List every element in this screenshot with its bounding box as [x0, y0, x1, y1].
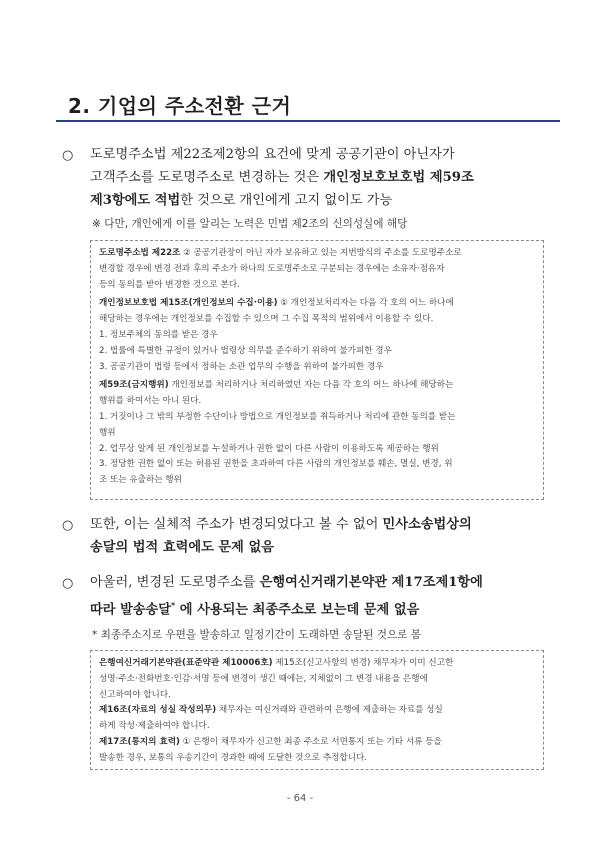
bullet-marker: ○: [62, 148, 74, 163]
section1-line: 제3항에도 적법한 것으로 개인에게 고지 없이도 가능: [90, 193, 393, 208]
law-line: 2. 업무상 알게 된 개인정보를 누설하거나 권한 없이 다른 사람이 이용하도록 제공하는 행위: [99, 443, 439, 454]
terms-line: 발송한 경우, 보통의 우송기간이 경과한 때에 도달한 것으로 추정합니다.: [99, 752, 368, 763]
section2-line: 또한, 이는 실체적 주소가 변경되었다고 볼 수 없어 민사소송법상의: [90, 517, 472, 532]
section3-line: 따라 발송송달* 에 사용되는 최종주소로 보는데 문제 없음: [90, 600, 420, 618]
section3-note: * 최종주소지로 우편을 발송하고 일정기간이 도래하면 송달된 것으로 봄: [92, 629, 422, 641]
bullet-marker: ○: [62, 518, 74, 533]
section3-paragraph: [90, 571, 483, 621]
section1-note: ※ 다만, 개인에게 이를 알리는 노력은 민법 제2조의 신의성실에 해당: [92, 218, 408, 230]
page-number: - 64 -: [286, 793, 314, 804]
law-line: 2. 법률에 특별한 규정이 있거나 법령상 의무를 준수하기 위하여 불가피한 경우: [99, 345, 392, 356]
section3-line: 아울러, 변경된 도로명주소를 은행여신거래기본약관 제17조제1항에: [90, 575, 483, 590]
section2-paragraph: [90, 513, 472, 559]
law-line: 해당하는 경우에는 개인정보를 수집할 수 있으며 그 수집 목적의 범위에서 이용할 수 있다.: [99, 314, 434, 325]
bullet-marker: ○: [62, 576, 74, 591]
law-line: 3. 정당한 권한 없이 또는 허용된 권한을 초과하여 다른 사람의 개인정보를 훼손, 멸실, 변경, 위: [99, 459, 453, 470]
law-excerpt-box: [90, 240, 544, 500]
law-line: 1. 정보주체의 동의를 받은 경우: [99, 329, 218, 340]
law-line: 행위를 하여서는 아니 된다.: [99, 396, 202, 407]
terms-line: 제16조(자료의 성실 작성의무) 채무자는 여신거래와 관련하여 은행에 제출하는 자료를 성실: [99, 705, 443, 716]
law-line: 제59조(금지행위) 개인정보를 처리하거나 처리하였던 자는 다음 각 호의 어느 하나에 해당하는: [99, 380, 454, 391]
section1-line: 고객주소를 도로명주소로 변경하는 것은 개인정보호보호법 제59조: [90, 170, 474, 185]
terms-line: 제17조(통지의 효력) ① 은행이 채무자가 신고한 최종 주소로 서면통지 또는 기타 서류 등을: [99, 736, 442, 747]
terms-line: 신고하여야 합니다.: [99, 689, 171, 700]
section1-line: 도로명주소법 제22조제2항의 요건에 맞게 공공기관이 아닌자가: [90, 147, 455, 162]
bank-terms-box: [90, 650, 544, 770]
bank-terms-text: [99, 656, 453, 767]
section1-paragraph: [90, 143, 474, 212]
law-excerpt-text: [99, 246, 462, 489]
law-line: 행위: [99, 427, 116, 438]
law-line: 1. 거짓이나 그 밖의 부정한 수단이나 방법으로 개인정보를 취득하거나 처리에 관한 동의를 받는: [99, 411, 456, 422]
law-line: 개인정보보호법 제15조(개인정보의 수집·이용) ① 개인정보처리자는 다음 각 호의 어느 하나에: [99, 298, 454, 309]
terms-line: 성명·주소·전화번호·인감·서명 등에 변경이 생긴 때에는, 지체없이 그 변경 내용을 은행에: [99, 673, 428, 684]
law-line: 변경할 경우에 변경 전과 후의 주소가 하나의 도로명주소로 구분되는 경우에는 소유자·점유자: [99, 263, 445, 274]
terms-line: 하게 작성·제출하여야 합니다.: [99, 721, 210, 732]
title-underline: [56, 120, 560, 122]
law-line: 3. 공공기관이 법령 등에서 정하는 소관 업무의 수행을 위하여 불가피한 경우: [99, 361, 384, 372]
law-line: 조 또는 유출하는 행위: [99, 475, 182, 486]
page-title: 2. 기업의 주소전환 근거: [68, 94, 292, 118]
law-line: 도로명주소법 제22조 ② 공공기관장이 아닌 자가 보유하고 있는 지번방식의 주소를 도로명주소로: [99, 248, 462, 258]
section2-line: 송달의 법적 효력에도 문제 없음: [90, 540, 274, 555]
terms-line: 은행여신거래기본약관(표준약관 제10006호) 제15조(신고사항의 변경) 채무자가 이미 신고한: [99, 658, 454, 668]
law-line: 등의 동의를 받아 변경한 것으로 본다.: [99, 279, 240, 290]
